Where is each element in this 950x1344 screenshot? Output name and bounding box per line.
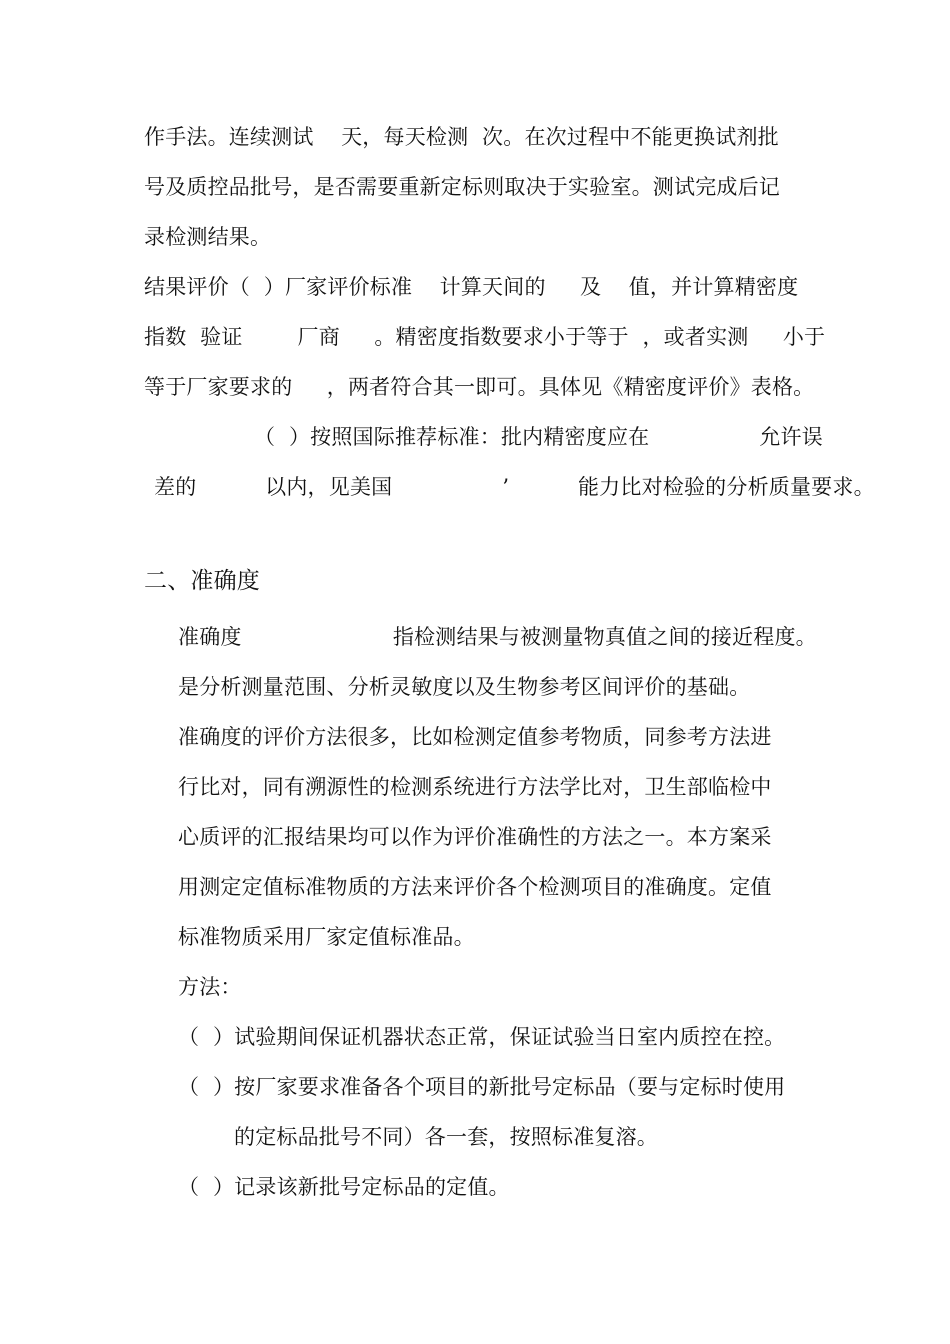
method-label: 方法：: [178, 975, 242, 999]
text-line: （ ）按照国际推荐标准：批内精密度应在 允许误: [254, 425, 823, 449]
text-line: 准确度 指检测结果与被测量物真值之间的接近程度。: [178, 625, 817, 649]
text-line: 录检测结果。: [144, 225, 272, 249]
text-line: 结果评价（ ）厂家评价标准 计算天间的 及 值，并计算精密度: [144, 275, 799, 299]
text-line: 标准物质采用厂家定值标准品。: [178, 925, 475, 949]
text-line: 等于厂家要求的 ，两者符合其一即可。具体见《精密度评价》表格。: [144, 375, 815, 399]
text-line: 行比对，同有溯源性的检测系统进行方法学比对，卫生部临检中: [178, 775, 772, 799]
text-line: 号及质控品批号，是否需要重新定标则取决于实验室。测试完成后记: [144, 175, 780, 199]
list-item: （ ）试验期间保证机器状态正常，保证试验当日室内质控在控。: [178, 1025, 786, 1049]
text-line: 准确度的评价方法很多，比如检测定值参考物质，同参考方法进: [178, 725, 772, 749]
text-line: 指数 验证 厂商 。精密度指数要求小于等于 ，或者实测 小于: [144, 325, 826, 349]
section-heading: 二、准确度: [144, 568, 260, 594]
text-line: 差的 以内，见美国 ’ 能力比对检验的分析质量要求。: [154, 475, 875, 499]
text-line: 心质评的汇报结果均可以作为评价准确性的方法之一。本方案采: [178, 825, 772, 849]
text-line: 作手法。连续测试 天，每天检测 次。在次过程中不能更换试剂批: [144, 125, 779, 149]
text-line: 用测定定值标准物质的方法来评价各个检测项目的准确度。定值: [178, 875, 772, 899]
list-item-continuation: 的定标品批号不同）各一套，按照标准复溶。: [234, 1125, 658, 1149]
text-line: 是分析测量范围、分析灵敏度以及生物参考区间评价的基础。: [178, 675, 751, 699]
list-item: （ ）记录该新批号定标品的定值。: [178, 1175, 510, 1199]
list-item: （ ）按厂家要求准备各个项目的新批号定标品（要与定标时使用: [178, 1075, 786, 1099]
